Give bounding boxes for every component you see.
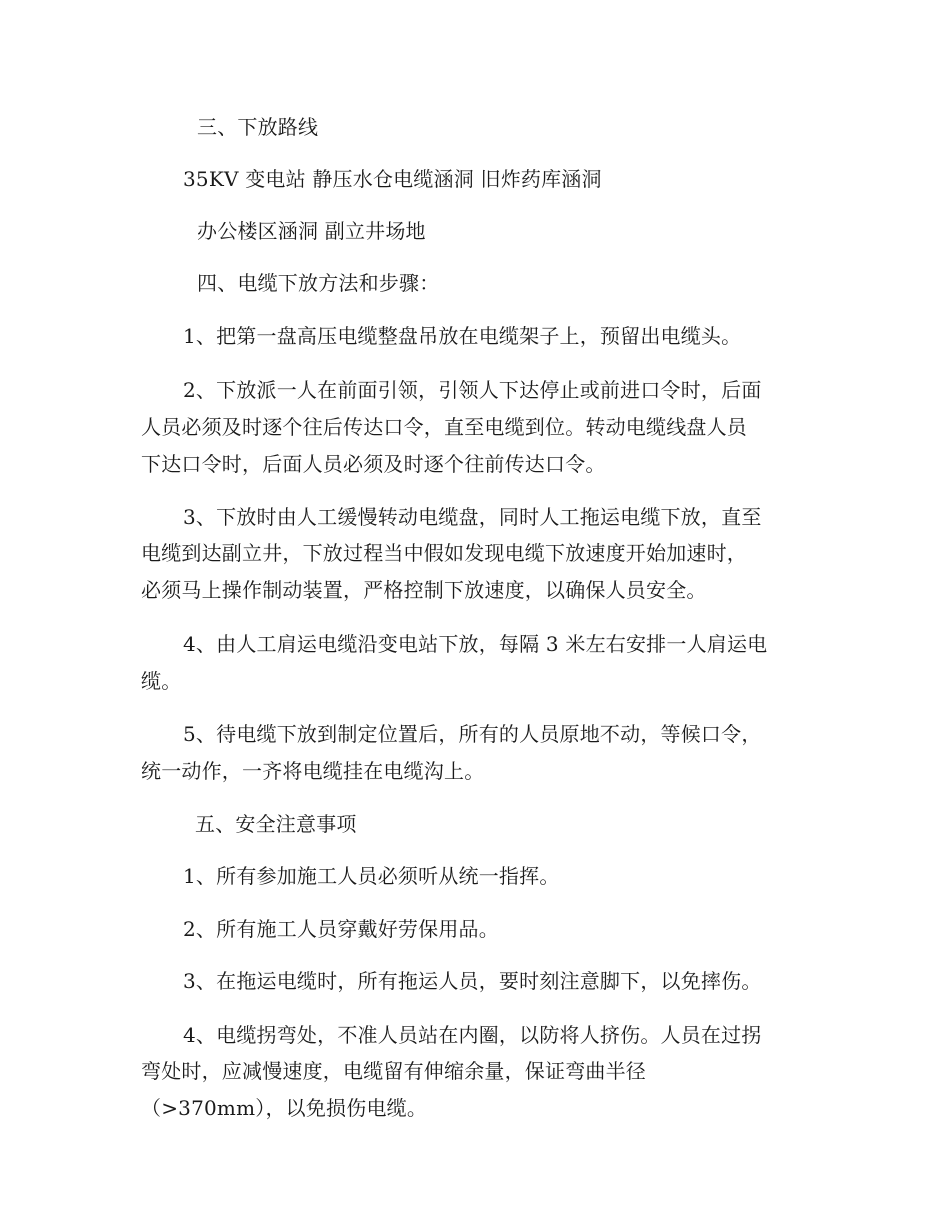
- section-heading-method: 四、电缆下放方法和步骤：: [197, 271, 440, 295]
- safety-item-4-line-3: （>370mm），以免损伤电缆。: [141, 1096, 428, 1120]
- method-step-1: 1、把第一盘高压电缆整盘吊放在电缆架子上，预留出电缆头。: [183, 324, 742, 348]
- safety-item-4-line-2: 弯处时，应减慢速度，电缆留有伸缩余量，保证弯曲半径: [141, 1059, 646, 1083]
- method-step-4-line-1: 4、由人工肩运电缆沿变电站下放，每隔 3 米左右安排一人肩运电: [183, 632, 768, 656]
- route-line-1: 35KV 变电站 静压水仓电缆涵洞 旧炸药库涵洞: [183, 167, 602, 191]
- method-step-3-line-1: 3、下放时由人工缓慢转动电缆盘，同时人工拖运电缆下放，直至: [183, 505, 762, 529]
- method-step-2-line-2: 人员必须及时逐个往后传达口令，直至电缆到位。转动电缆线盘人员: [141, 415, 747, 439]
- method-step-2-line-3: 下达口令时，后面人员必须及时逐个往前传达口令。: [141, 452, 606, 476]
- section-heading-safety: 五、安全注意事项: [195, 812, 357, 836]
- method-step-3-line-2: 电缆到达副立井，下放过程当中假如发现电缆下放速度开始加速时，: [141, 541, 747, 565]
- safety-item-1: 1、所有参加施工人员必须听从统一指挥。: [183, 864, 560, 888]
- method-step-2-line-1: 2、下放派一人在前面引领，引领人下达停止或前进口令时，后面: [183, 378, 762, 402]
- safety-item-4-line-1: 4、电缆拐弯处，不准人员站在内圈，以防将人挤伤。人员在过拐: [183, 1023, 762, 1047]
- method-step-4-line-2: 缆。: [141, 669, 182, 693]
- safety-item-3: 3、在拖运电缆时，所有拖运人员，要时刻注意脚下，以免摔伤。: [183, 969, 762, 993]
- method-step-5-line-1: 5、待电缆下放到制定位置后，所有的人员原地不动，等候口令，: [183, 722, 762, 746]
- safety-item-2: 2、所有施工人员穿戴好劳保用品。: [183, 917, 499, 941]
- section-heading-route: 三、下放路线: [197, 115, 319, 139]
- method-step-5-line-2: 统一动作，一齐将电缆挂在电缆沟上。: [141, 759, 485, 783]
- method-step-3-line-3: 必须马上操作制动装置，严格控制下放速度，以确保人员安全。: [141, 578, 707, 602]
- route-line-2: 办公楼区涵洞 副立井场地: [197, 219, 426, 243]
